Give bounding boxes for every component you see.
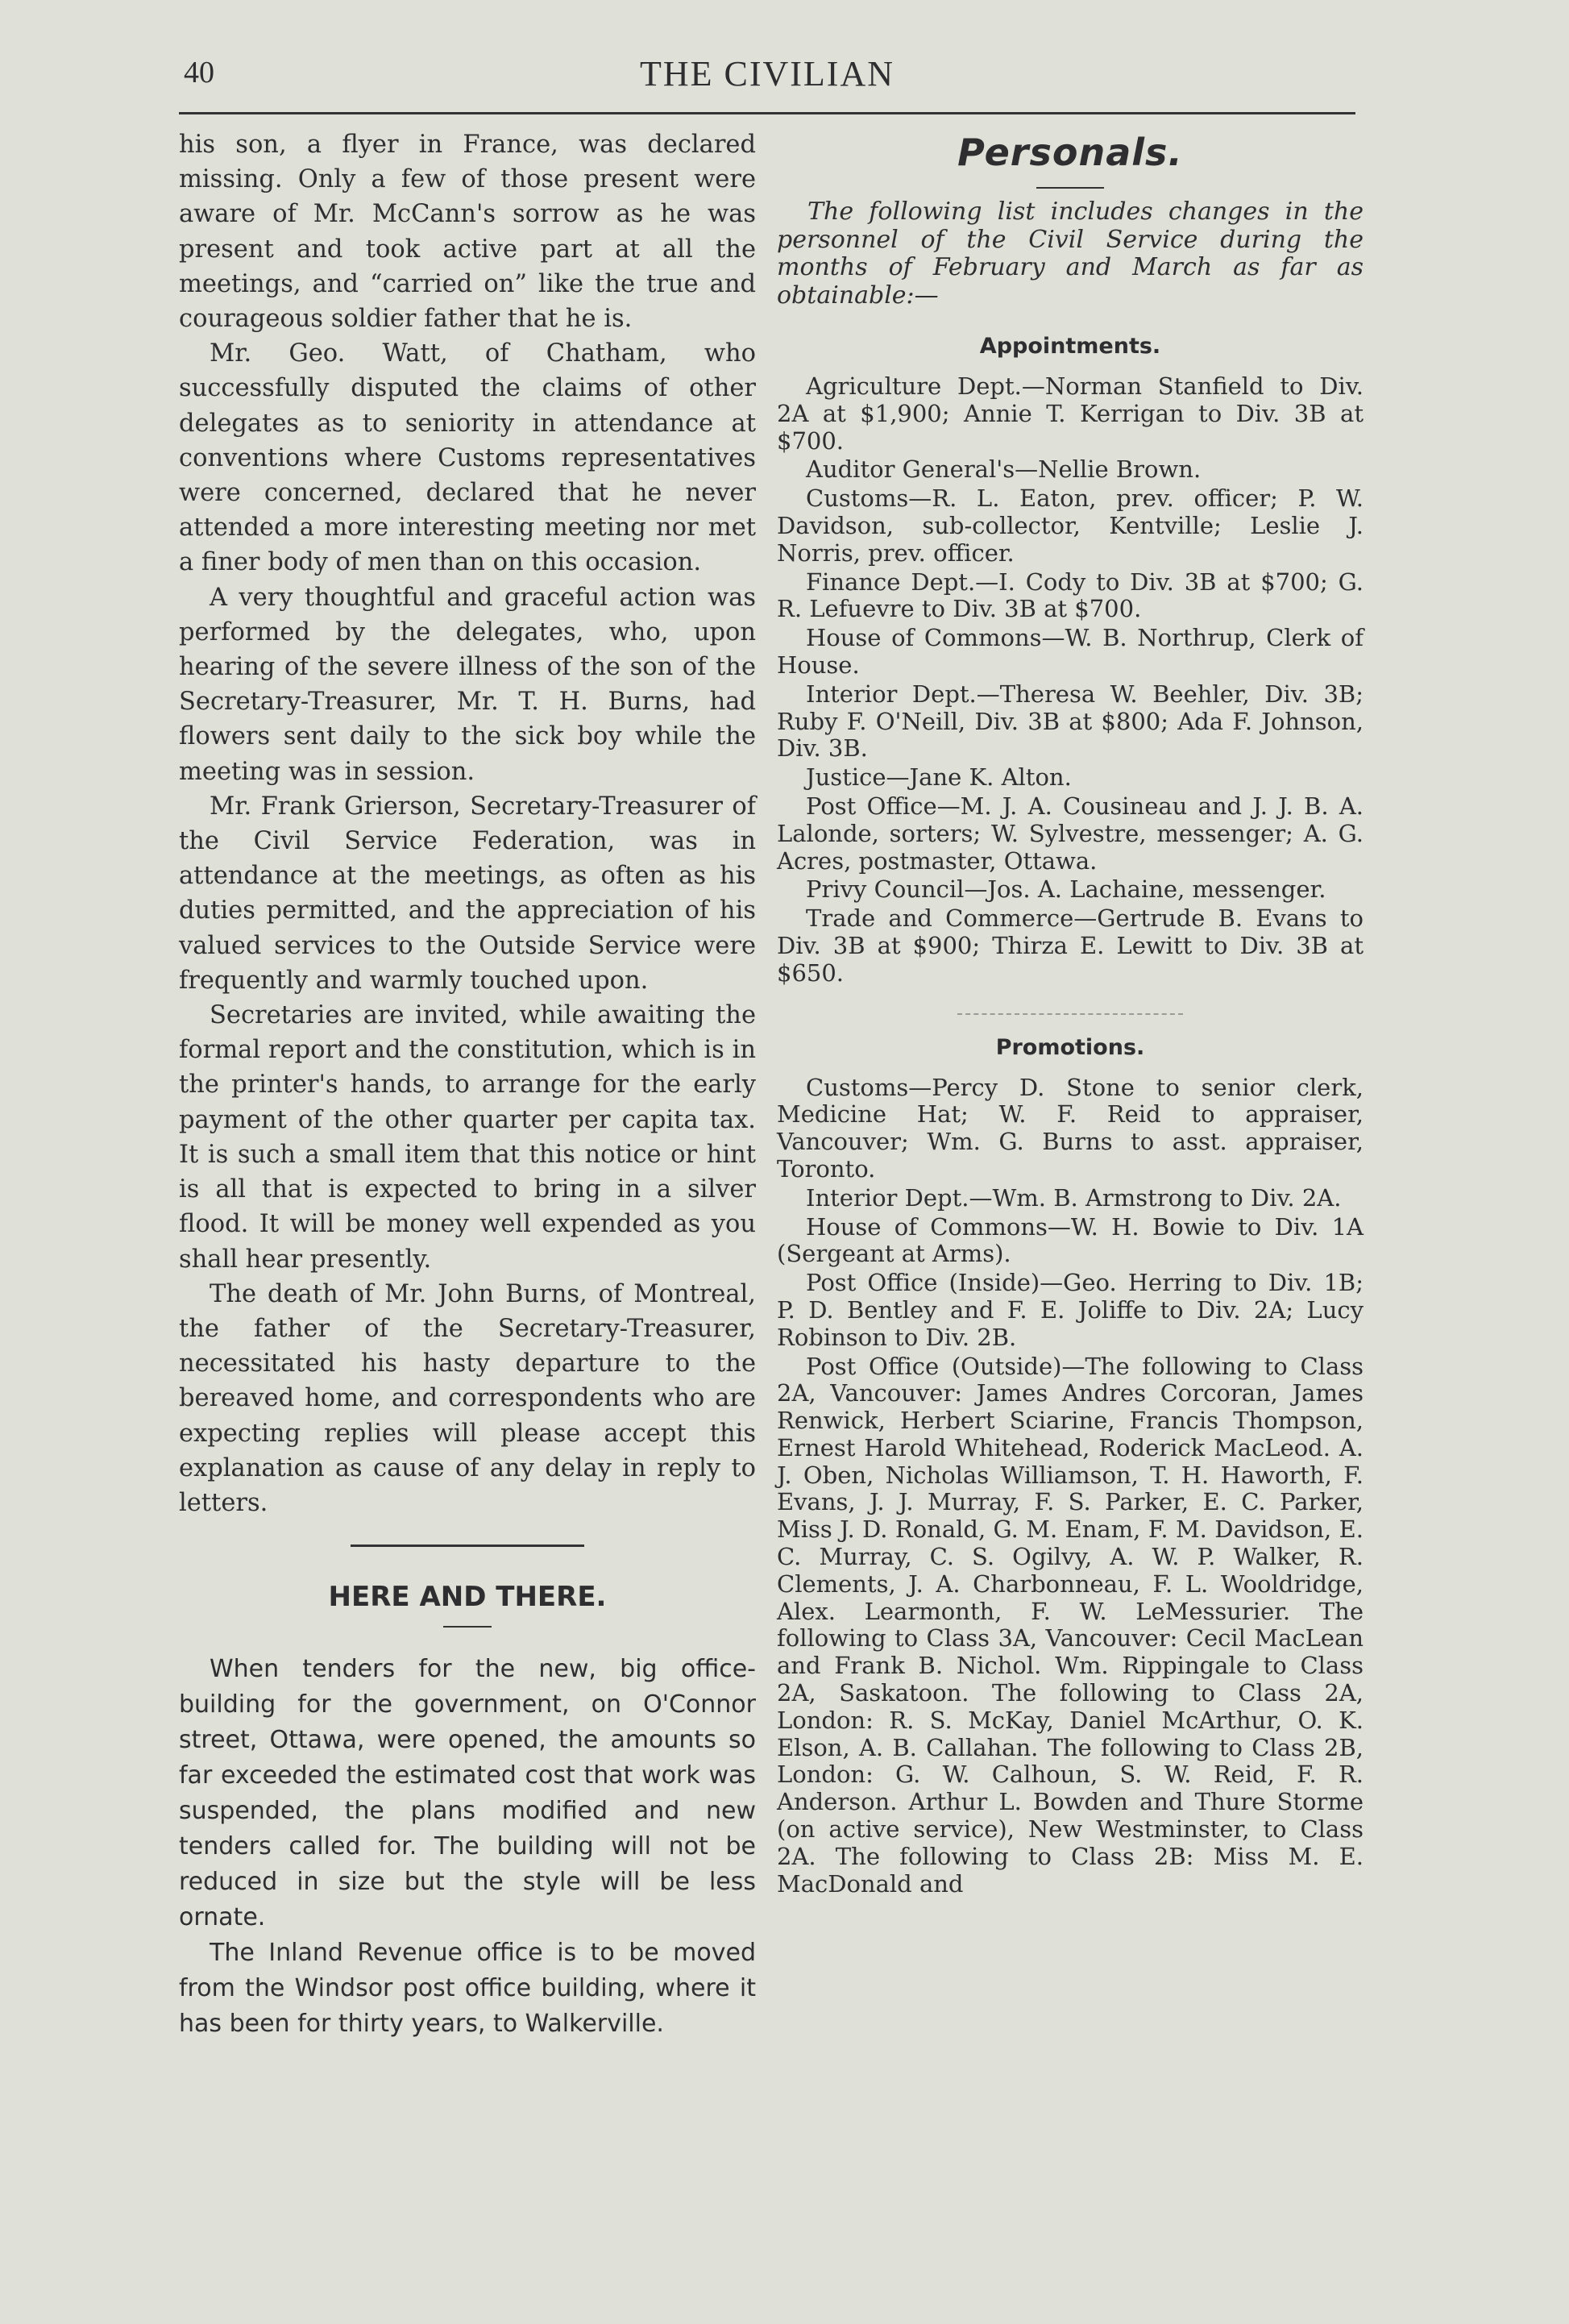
personals-intro: The following list includes changes in the personnel of the Civil Service during the months of February and March as far as obtainable:— bbox=[777, 197, 1364, 310]
paragraph: When tenders for the new, big office-building for the government, on O'Connor street, Ottawa, were opened, the amounts so far exceeded the estimated cost that work was suspended, the plans modified and new tenders called for. The building will not be reduced in size but the style will be less ornate. bbox=[179, 1655, 756, 1932]
list-item: House of Commons—W. H. Bowie to Div. 1A (Sergeant at Arms). bbox=[777, 1212, 1364, 1268]
list-item: Auditor General's—Nellie Brown. bbox=[806, 455, 1202, 484]
list-item: Customs—R. L. Eaton, prev. officer; P. W. Davidson, sub-collector, Kentville; Leslie J. Norris, prev. officer. bbox=[777, 484, 1364, 567]
list-item: Justice—Jane K. Alton. bbox=[806, 763, 1072, 792]
title-underline bbox=[443, 1626, 492, 1628]
section-divider bbox=[351, 1544, 584, 1547]
list-item: Interior Dept.—Wm. B. Armstrong to Div. 2A. bbox=[806, 1183, 1342, 1212]
promotions-list bbox=[777, 1075, 1364, 1898]
section-divider bbox=[957, 1013, 1183, 1016]
list-item: Post Office (Outside)—The following to Class 2A, Vancouver: James Andres Corcoran, James Renwick, Herbert Sciarine, Francis Thompson, Ernest Harold Whitehead, Roderick MacLeod. A. J. Oben, Nicholas Williamson, T. H. Haworth, F. Evans, J. J. Murray, F. S. Parker, E. C. Parker, Miss J. D. Ronald, G. M. Enam, F. M. Davidson, E. C. Murray, C. S. Ogilvy, A. W. P. Walker, R. Clements, J. A. Charbonneau, F. L. Wooldridge, Alex. Learmonth, F. W. LeMessurier. The following to Class 3A, Vancouver: Cecil MacLean and Frank B. Nichol. Wm. Rippingale to Class 2A, Saskatoon. The following to Class 2A, London: R. S. McKay, Daniel McArthur, O. K. Elson, A. B. Callahan. The following to Class 2B, London: G. W. Calhoun, S. W. Reid, F. R. Anderson. Arthur L. Bowden and Thure Storme (on active service), New Westminster, to Class 2A. The following to Class 2B: Miss M. E. MacDonald and bbox=[777, 1352, 1364, 1898]
title-underline bbox=[1036, 187, 1104, 189]
header-rule bbox=[179, 112, 1355, 114]
list-item: Customs—Percy D. Stone to senior clerk, Medicine Hat; W. F. Reid to appraiser, Vancouver; Wm. G. Burns to asst. appraiser, Toronto. bbox=[777, 1073, 1364, 1183]
list-item: Agriculture Dept.—Norman Stanfield to Div. 2A at $1,900; Annie T. Kerrigan to Div. 3B at $700. bbox=[777, 372, 1364, 455]
paragraph: The Inland Revenue office is to be moved from the Windsor post office building, where it has been for thirty years, to Walkerville. bbox=[179, 1939, 756, 2039]
paragraph: his son, a flyer in France, was declared missing. Only a few of those present were aware of Mr. McCann's sorrow as he was present and took active part at all the meetings, and “carried on” like the true and courageous soldier father that he is. bbox=[179, 131, 756, 334]
list-item: Privy Council—Jos. A. Lachaine, messenger. bbox=[806, 875, 1326, 904]
journal-title: THE CIVILIAN bbox=[639, 54, 895, 94]
appointments-list bbox=[777, 373, 1364, 987]
appointments-heading: Appointments. bbox=[979, 334, 1161, 359]
list-item: Post Office—M. J. A. Cousineau and J. J. B. A. Lalonde, sorters; W. Sylvestre, messenger; A. G. Acres, postmaster, Ottawa. bbox=[777, 792, 1364, 875]
list-item: Finance Dept.—I. Cody to Div. 3B at $700; G. R. Lefuevre to Div. 3B at $700. bbox=[777, 567, 1364, 623]
list-item: Trade and Commerce—Gertrude B. Evans to Div. 3B at $900; Thirza E. Lewitt to Div. 3B at $650. bbox=[777, 904, 1364, 987]
left-column bbox=[179, 127, 756, 2042]
list-item: Interior Dept.—Theresa W. Beehler, Div. 3B; Ruby F. O'Neill, Div. 3B at $800; Ada F. Johnson, Div. 3B. bbox=[777, 680, 1364, 763]
page-header bbox=[179, 53, 1355, 102]
paragraph: The death of Mr. John Burns, of Montreal, the father of the Secretary-Treasurer, necessitated his hasty departure to the bereaved home, and correspondents who are expecting replies will please accept this explanation as cause of any delay in reply to letters. bbox=[179, 1279, 756, 1517]
paragraph: Mr. Geo. Watt, of Chatham, who successfully disputed the claims of other delegates as to seniority in attendance at conventions where Customs representatives were concerned, declared that he never attended a more interesting meeting nor met a finer body of men than on this occasion. bbox=[179, 339, 756, 577]
paragraph: Secretaries are invited, while awaiting the formal report and the constitution, which is in the printer's hands, to arrange for the early payment of the other quarter per capita tax. It is such a small item that this notice or hint is all that is expected to bring in a silver flood. It will be money well expended as you shall hear presently. bbox=[179, 1001, 756, 1274]
paragraph: A very thoughtful and graceful action was performed by the delegates, who, upon hearing of the severe illness of the son of the Secretary-Treasurer, Mr. T. H. Burns, had flowers sent daily to the sick boy while the meeting was in session. bbox=[179, 583, 756, 786]
list-item: House of Commons—W. B. Northrup, Clerk of House. bbox=[777, 624, 1364, 679]
promotions-heading: Promotions. bbox=[995, 1034, 1145, 1060]
personals-title: Personals. bbox=[957, 131, 1183, 174]
list-item: Post Office (Inside)—Geo. Herring to Div. 1B; P. D. Bentley and F. E. Joliffe to Div. 2A; Lucy Robinson to Div. 2B. bbox=[777, 1269, 1364, 1351]
page-number: 40 bbox=[184, 56, 214, 89]
here-and-there-body bbox=[179, 1652, 756, 2042]
section-title-here-and-there: HERE AND THERE. bbox=[328, 1581, 607, 1614]
paragraph: Mr. Frank Grierson, Secretary-Treasurer of the Civil Service Federation, was in attendance at the meetings, as often as his duties permitted, and the appreciation of his valued services to the Outside Service were frequently and warmly touched upon. bbox=[179, 792, 756, 995]
right-column bbox=[777, 127, 1364, 1898]
